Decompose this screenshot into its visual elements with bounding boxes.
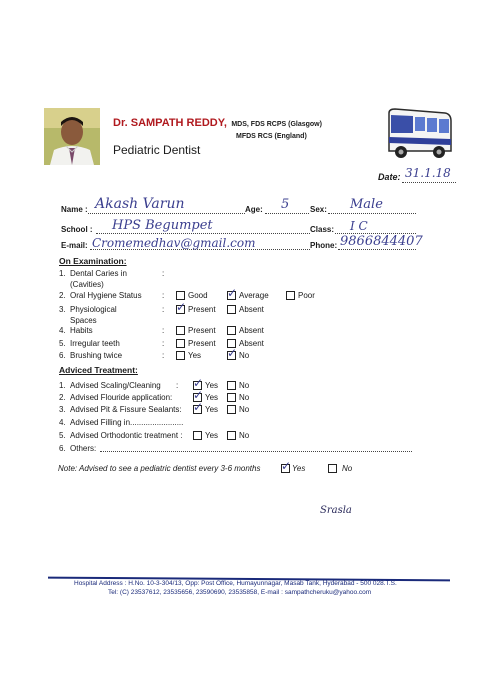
phone-value: 9866844407 (340, 234, 423, 249)
good-label: Good (188, 291, 208, 300)
check-mark-icon: ✓ (227, 346, 238, 360)
school-value: HPS Begumpet (112, 218, 213, 233)
ortho-no-checkbox[interactable] (227, 431, 236, 440)
colon: : (162, 339, 165, 348)
item-number: 3. (59, 305, 66, 314)
doctor-qualifications-2: MFDS RCS (England) (236, 133, 307, 140)
dental-caries-label-2: (Cavities) (70, 280, 104, 289)
average-checkbox[interactable] (227, 286, 238, 300)
dental-caries-label: Dental Caries in (70, 269, 127, 278)
item-number: 1. (59, 269, 66, 278)
no-label: No (239, 393, 250, 402)
present-label: Present (188, 339, 216, 348)
yes-label: Yes (205, 381, 219, 390)
sealants-no-checkbox[interactable] (227, 405, 236, 414)
doctor-specialty: Pediatric Dentist (113, 143, 201, 157)
email-value: Cromemedhav@gmail.com (92, 236, 256, 250)
absent-label: Absent (239, 326, 264, 335)
doctor-photo (44, 108, 100, 165)
class-value: I C (350, 219, 368, 233)
yes-label: Yes (205, 431, 219, 440)
habits-absent-checkbox[interactable] (227, 326, 236, 335)
habits-present-checkbox[interactable] (176, 326, 185, 335)
note-yes-checkbox[interactable] (281, 459, 292, 473)
item-number: 6. (59, 444, 66, 453)
colon: : (162, 291, 165, 300)
item-number: 5. (59, 431, 66, 440)
check-mark-icon: ✓ (193, 388, 204, 402)
colon: : (162, 305, 165, 314)
check-mark-icon: ✓ (193, 376, 204, 390)
filling-label: Advised Filling in........................ (70, 418, 184, 427)
footer-contact: Tel: (C) 23537612, 23535656, 23590690, 23535858, E-mail : sampathcheruku@yahoo.com (108, 589, 372, 596)
treatment-heading: Adviced Treatment: (59, 365, 138, 375)
age-value: 5 (281, 197, 290, 212)
note-no-label: No (342, 464, 353, 473)
name-value: Akash Varun (95, 196, 185, 212)
flouride-no-checkbox[interactable] (227, 393, 236, 402)
colon: : (176, 381, 179, 390)
note-text: Note: Advised to see a pediatric dentist every 3-6 months (58, 464, 261, 473)
sex-value: Male (350, 197, 383, 212)
school-label: School : (61, 225, 93, 234)
colon: : (162, 269, 165, 278)
ortho-yes-checkbox[interactable] (193, 431, 202, 440)
item-number: 4. (59, 326, 66, 335)
irregular-present-checkbox[interactable] (176, 339, 185, 348)
spaces-present-checkbox[interactable] (176, 300, 187, 314)
email-label: E-mail: (61, 241, 88, 250)
present-label: Present (188, 305, 216, 314)
note-yes-label: Yes (292, 464, 306, 473)
habits-label: Habits (70, 326, 93, 335)
item-number: 3. (59, 405, 66, 414)
item-number: 4. (59, 418, 66, 427)
present-label: Present (188, 326, 216, 335)
name-label: Name : (61, 205, 88, 214)
class-label: Class: (310, 225, 335, 234)
others-label: Others: (70, 444, 97, 453)
sex-label: Sex: (310, 205, 327, 214)
scaling-label: Advised Scaling/Cleaning (70, 381, 161, 390)
poor-label: Poor (298, 291, 315, 300)
sealants-label: Advised Pit & Fissure Sealants: (70, 405, 182, 414)
signature: Srasla (320, 505, 352, 516)
yes-label: Yes (188, 351, 202, 360)
phone-label: Phone: (310, 241, 338, 250)
colon: : (162, 326, 165, 335)
scaling-no-checkbox[interactable] (227, 381, 236, 390)
yes-label: Yes (205, 405, 219, 414)
brushing-yes-checkbox[interactable] (176, 351, 185, 360)
absent-label: Absent (239, 339, 264, 348)
irregular-teeth-label: Irregular teeth (70, 339, 120, 348)
footer-address: Hospital Address : H.No. 10-3-304/13, Opp: Post Office, Humayunnagar, Masab Tank, Hyderabad - 500 028.T.S. (74, 580, 397, 587)
yes-label: Yes (205, 393, 219, 402)
no-label: No (239, 381, 250, 390)
good-checkbox[interactable] (176, 291, 185, 300)
examination-heading: On Examination: (59, 256, 127, 266)
note-no-checkbox[interactable] (328, 464, 337, 473)
orthodontic-label: Advised Orthodontic treatment : (70, 431, 183, 440)
no-label: No (239, 351, 250, 360)
item-number: 1. (59, 381, 66, 390)
no-label: No (239, 431, 250, 440)
doctor-name: Dr. SAMPATH REDDY, (113, 117, 227, 129)
check-mark-icon: ✓ (227, 286, 238, 300)
colon: : (162, 351, 165, 360)
check-mark-icon: ✓ (281, 459, 292, 473)
absent-label: Absent (239, 305, 264, 314)
doctor-qualifications: MDS, FDS RCPS (Glasgow) (231, 121, 322, 128)
no-label: No (239, 405, 250, 414)
physiological-label: Physiological (70, 305, 117, 314)
date-value: 31.1.18 (405, 166, 451, 180)
spaces-label: Spaces (70, 316, 97, 325)
poor-checkbox[interactable] (286, 291, 295, 300)
bus-icon (383, 107, 455, 163)
spaces-absent-checkbox[interactable] (227, 305, 236, 314)
date-label: Date: (378, 172, 401, 182)
sealants-yes-checkbox[interactable] (193, 400, 204, 414)
item-number: 2. (59, 291, 66, 300)
item-number: 2. (59, 393, 66, 402)
brushing-twice-label: Brushing twice (70, 351, 123, 360)
check-mark-icon: ✓ (176, 300, 187, 314)
item-number: 5. (59, 339, 66, 348)
average-label: Average (239, 291, 269, 300)
brushing-no-checkbox[interactable] (227, 346, 238, 360)
item-number: 6. (59, 351, 66, 360)
age-label: Age: (245, 205, 263, 214)
flouride-label: Advised Flouride application: (70, 393, 173, 402)
check-mark-icon: ✓ (193, 400, 204, 414)
oral-hygiene-label: Oral Hygiene Status (70, 291, 142, 300)
